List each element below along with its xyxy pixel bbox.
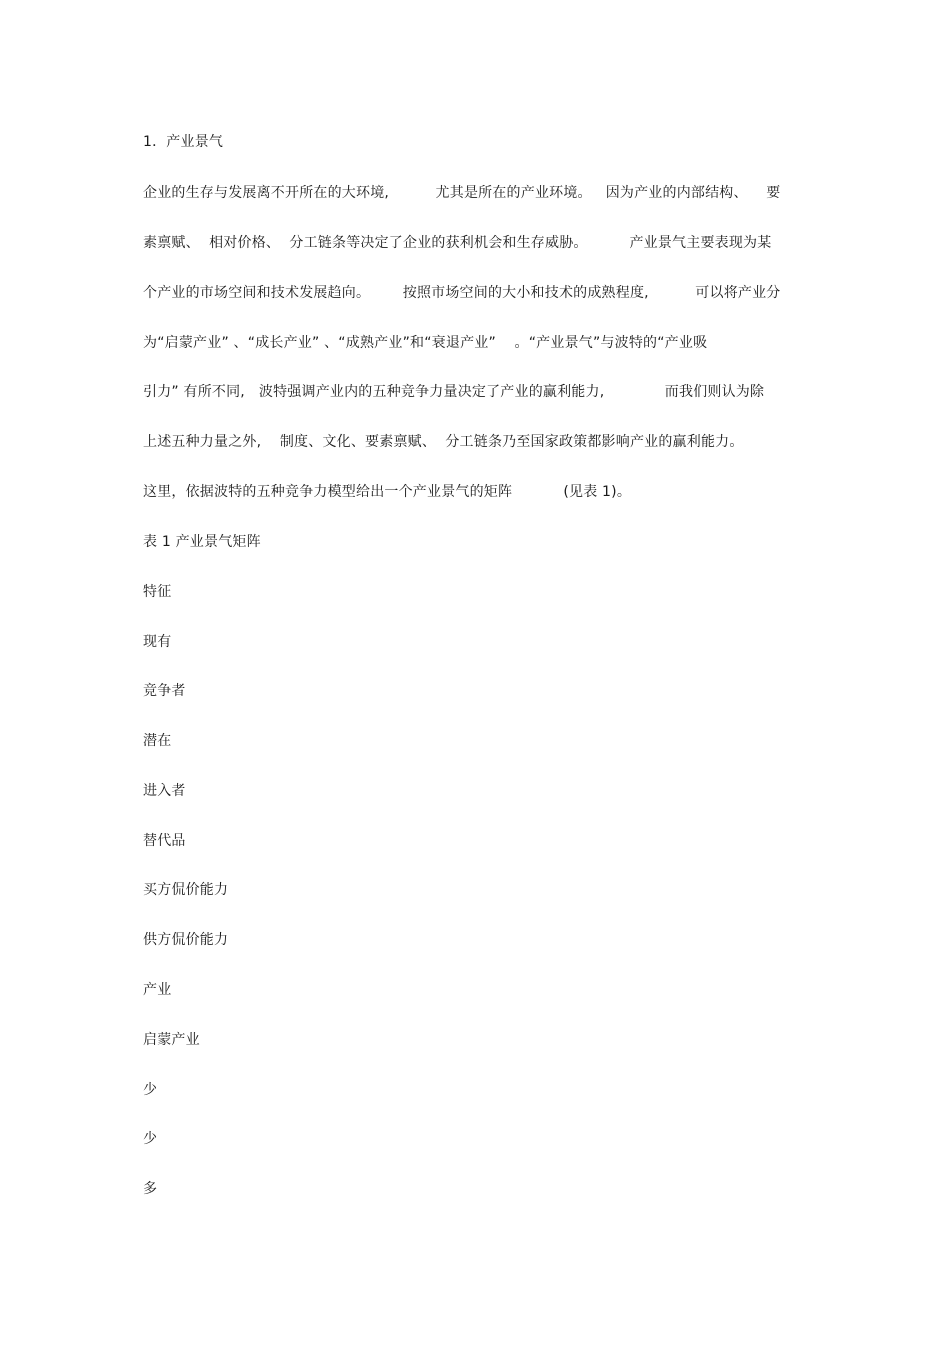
table-cell: 进入者 [143, 783, 186, 799]
table-cell: 现有 [143, 634, 172, 650]
table-cell: 多 [143, 1181, 158, 1197]
paragraph-line-5: 引力” 有所不同, 波特强调产业内的五种竞争力量决定了产业的赢利能力, 而我们则认为除 [143, 384, 765, 400]
section-heading: 1．产业景气 [143, 134, 224, 150]
table-cell: 竞争者 [143, 683, 186, 699]
table-cell: 少 [143, 1082, 158, 1098]
paragraph-line-6: 上述五种力量之外, 制度、文化、要素禀赋、 分工链条乃至国家政策都影响产业的赢利能力。 [143, 434, 744, 450]
table-cell: 替代品 [143, 833, 186, 849]
paragraph-line-4: 为“启蒙产业” 、“成长产业” 、“成熟产业”和“衰退产业” 。“产业景气”与波特的“产业吸 [143, 335, 708, 351]
table-cell: 潜在 [143, 733, 172, 749]
table-cell: 少 [143, 1131, 158, 1147]
table-caption: 表 1 产业景气矩阵 [143, 534, 261, 550]
paragraph-line-2: 素禀赋、 相对价格、 分工链条等决定了企业的获利机会和生存威胁。 产业景气主要表现为某 [143, 235, 772, 251]
table-cell: 启蒙产业 [143, 1032, 200, 1048]
paragraph-line-3: 个产业的市场空间和技术发展趋向。 按照市场空间的大小和技术的成熟程度, 可以将产业分 [143, 285, 781, 301]
paragraph-line-7: 这里，依据波特的五种竞争力模型给出一个产业景气的矩阵 (见表 1)。 [143, 484, 632, 500]
paragraph-line-1: 企业的生存与发展离不开所在的大环境, 尤其是所在的产业环境。 因为产业的内部结构、 要 [143, 185, 781, 201]
table-cell: 产业 [143, 982, 172, 998]
table-cell: 买方侃价能力 [143, 882, 229, 898]
table-cell: 特征 [143, 584, 172, 600]
table-cell: 供方侃价能力 [143, 932, 229, 948]
